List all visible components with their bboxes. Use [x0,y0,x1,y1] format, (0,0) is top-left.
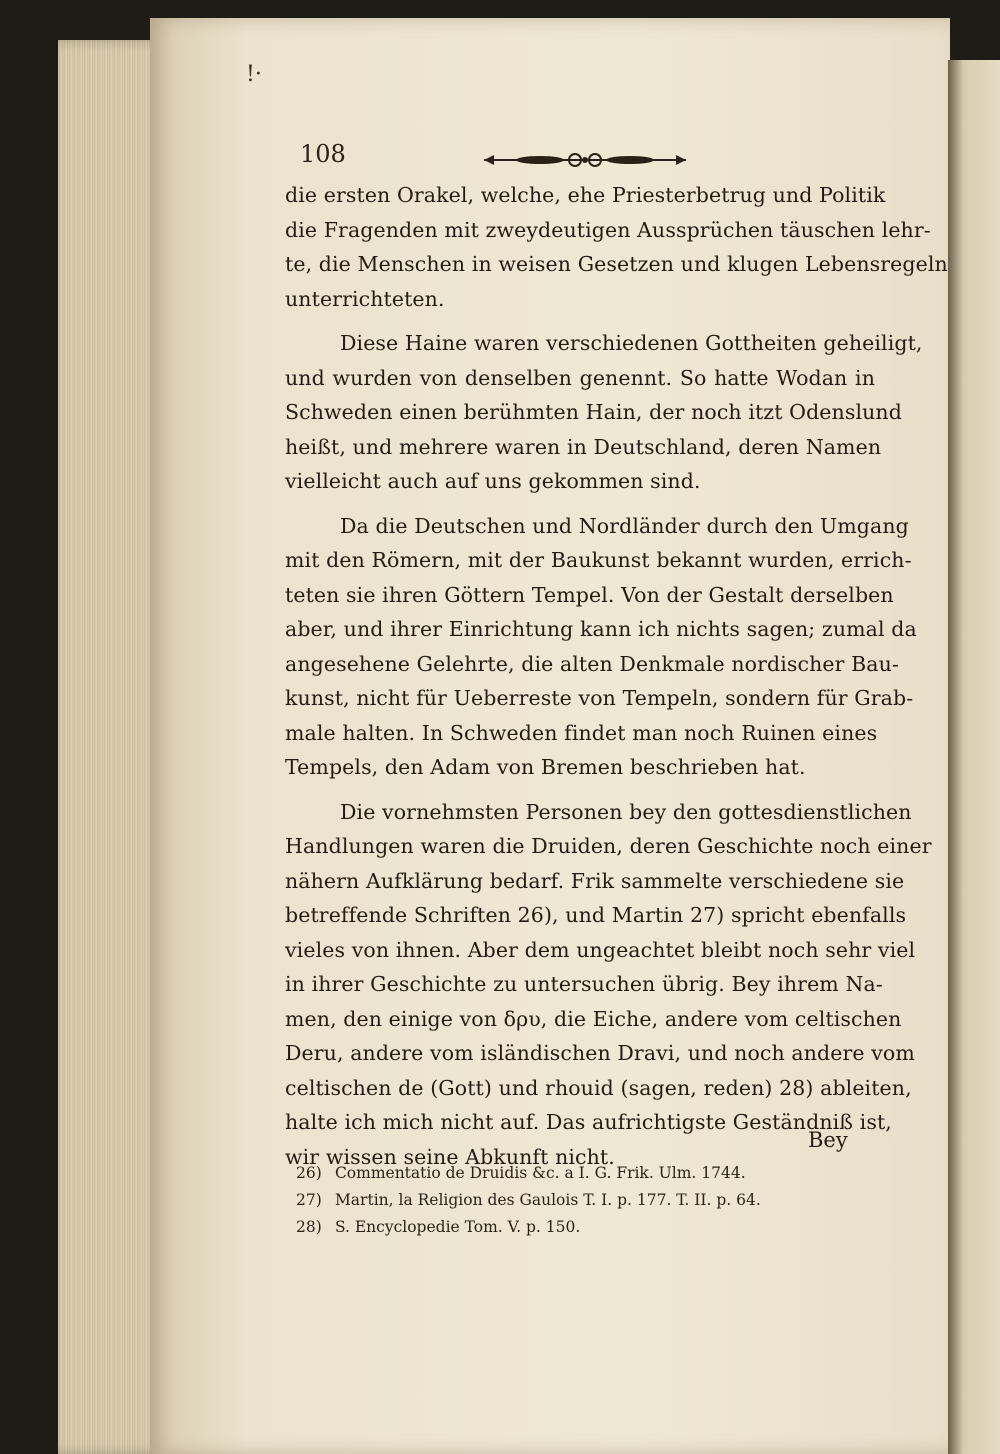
page-number: 108 [300,140,346,168]
body-text [285,178,948,1174]
text-line: Handlungen waren die Druiden, deren Geschichte noch einer [285,834,932,858]
text-line: nähern Aufklärung bedarf. Frik sammelte verschiedene sie [285,868,905,893]
text-line: angesehene Gelehrte, die alten Denkmale nordischer Bau- [285,651,899,676]
text-line: male halten. In Schweden findet man noch Ruinen eines [285,720,878,745]
page-header [300,140,880,176]
footnote [296,1187,856,1214]
text-line: teten sie ihren Göttern Tempel. Von der Gestalt derselben [285,582,894,607]
text-line: vielleicht auch auf uns gekommen sind. [285,469,701,493]
text-line: Da die Deutschen und Nordländer durch den Umgang [340,513,909,538]
footnote-number: 27) [296,1191,322,1209]
text-line: aber, und ihrer Einrichtung kann ich nichts sagen; zumal da [285,617,917,641]
text-line: mit den Römern, mit der Baukunst bekannt wurden, errich- [285,548,912,572]
text-line: vieles von ihnen. Aber dem ungeachtet bleibt noch sehr viel [285,937,916,962]
text-line: Deru, andere vom isländischen Dravi, und noch andere vom [285,1041,915,1065]
margin-mark: !· [246,62,262,87]
text-line: men, den einige von δρυ, die Eiche, andere vom celtischen [285,1006,902,1031]
catchword: Bey [808,1128,848,1152]
text-line: in ihrer Geschichte zu untersuchen übrig. Bey ihrem Na- [285,972,883,996]
text-line: unterrichteten. [285,286,445,311]
text-line: wir wissen seine Abkunft nicht. [285,1144,615,1169]
text-line: Die vornehmsten Personen bey den gottesdienstlichen [340,799,912,824]
text-line: die Fragenden mit zweydeutigen Aussprüchen täuschen lehr- [285,217,931,242]
text-line: kunst, nicht für Ueberreste von Tempeln, sondern für Grab- [285,686,914,710]
footnote-number: 28) [296,1218,322,1236]
paragraph [285,326,923,499]
paragraph [285,509,917,785]
ornament-rule-icon [480,150,690,170]
text-line: Diese Haine waren verschiedenen Gottheiten geheiligt, [340,331,923,355]
text-line: und wurden von denselben genennt. So hatte Wodan in [285,365,875,390]
footnote-number: 26) [296,1164,322,1182]
text-line: Tempels, den Adam von Bremen beschrieben hat. [285,755,806,779]
text-line: heißt, und mehrere waren in Deutschland, deren Namen [285,434,882,459]
footnote-text: Commentatio de Druidis &c. a I. G. Frik. Ulm. 1744. [334,1164,746,1182]
paragraph [285,795,932,1175]
text-line: celtischen de (Gott) und rhouid (sagen, reden) 28) ableiten, [285,1075,912,1100]
right-page-edge [948,60,1000,1454]
footnotes [296,1160,856,1241]
text-line: halte ich mich nicht auf. Das aufrichtigste Geständniß ist, [285,1110,892,1134]
footnote-text: Martin, la Religion des Gaulois T. I. p. 177. T. II. p. 64. [334,1191,761,1209]
text-line: die ersten Orakel, welche, ehe Priesterbetrug und Politik [285,183,886,207]
paragraph [285,178,948,316]
text-line: Schweden einen berühmten Hain, der noch itzt Odenslund [285,400,902,424]
footnote [296,1160,856,1187]
text-line: betreffende Schriften 26), und Martin 27) spricht ebenfalls [285,903,907,927]
text-line: te, die Menschen in weisen Gesetzen und klugen Lebensregeln [285,252,948,276]
footnote [296,1214,856,1241]
footnote-text: S. Encyclopedie Tom. V. p. 150. [334,1218,581,1236]
